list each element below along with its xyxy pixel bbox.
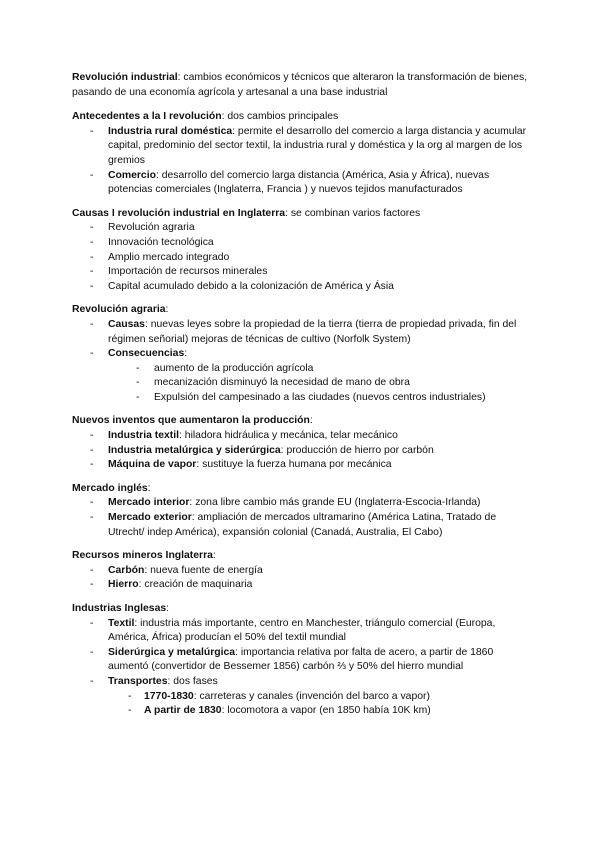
section-agraria [72,303,532,405]
intro-term: Revolución industrial [72,72,178,83]
section-industrias [72,602,532,719]
sub-list-item: - A partir de 1830: locomotora a vapor (en 1850 había 10K km) [72,704,532,719]
section-recursos [72,549,532,593]
list-item: - Comercio: desarrollo del comercio larga distancia (América, Asia y África), nuevas potencias comerciales (Inglaterra, Francia ) y nuevos tejidos manufacturados [72,169,532,198]
heading-agraria: Revolución agraria: [72,304,169,316]
list-item: - Máquina de vapor: sustituye la fuerza humana por mecánica [72,458,532,473]
list-item: - Capital acumulado debido a la colonización de América y Ásia [72,280,532,295]
section-causas [72,207,532,295]
section-inventos [72,414,532,472]
heading-industrias: Industrias Inglesas: [72,603,170,614]
list-item: - Consecuencias: - aumento de la producción agrícola - mecanización disminuyó la necesidad de mano de obra - Expulsión del campesinado a las ciudades (nuevos centros industriales) [72,347,532,405]
list-item: - Mercado exterior: ampliación de mercados ultramarino (América Latina, Tratado de Utrecht/ indep América), expansión colonial (Canadá, Australia, El Cabo) [72,511,532,540]
heading-inventos: Nuevos inventos que aumentaron la producción: [72,415,313,427]
section-antecedentes [72,110,532,198]
list-item: - Industria rural doméstica: permite el desarrollo del comercio a larga distancia y acumular capital, predominio del sector textil, la industria rural y doméstica y la org al margen de los gremios [72,125,532,169]
list-item: - Importación de recursos minerales [72,265,532,280]
heading-antecedentes: Antecedentes a la I revolución: dos cambios principales [72,111,339,123]
list-item: - Revolución agraria [72,221,532,236]
list-item: - Transportes: dos fases - 1770-1830: carreteras y canales (invención del barco a vapor) - A partir de 1830: locomotora a vapor (en 1850 había 10K km) [72,675,532,719]
list-item: - Causas: nuevas leyes sobre la propiedad de la tierra (tierra de propiedad privada, fin del régimen señorial) mejoras de técnicas de cultivo (Norfolk System) [72,318,532,347]
list-item: - Innovación tecnológica [72,236,532,251]
intro-paragraph [72,71,532,100]
list-item: - Mercado interior: zona libre cambio más grande EU (Inglaterra-Escocia-Irlanda) [72,496,532,511]
list-item: - Carbón: nueva fuente de energía [72,564,532,579]
list-item: - Amplio mercado integrado [72,251,532,266]
list-item: - Textil: industria más importante, centro en Manchester, triángulo comercial (Europa, América, África) producían el 50% del textil mundial [72,617,532,646]
document-page [72,71,532,728]
sub-list-item: - Expulsión del campesinado a las ciudades (nuevos centros industriales) [72,391,532,406]
list-item: - Industria metalúrgica y siderúrgica: producción de hierro por carbón [72,444,532,459]
list-item: - Hierro: creación de maquinaria [72,578,532,593]
heading-mercado: Mercado inglés: [72,482,151,494]
list-item: - Industria textil: hiladora hidráulica y mecánica, telar mecánico [72,429,532,444]
heading-recursos: Recursos mineros Inglaterra: [72,550,216,562]
section-mercado [72,482,532,540]
intro-text: : cambios económicos y técnicos que alteraron la transformación de bienes, pasando de una economía agrícola y artesanal a una base industrial [72,72,528,98]
sub-list-item: - 1770-1830: carreteras y canales (invención del barco a vapor) [72,690,532,705]
sub-list-item: - mecanización disminuyó la necesidad de mano de obra [72,376,532,391]
heading-causas: Causas I revolución industrial en Inglaterra: se combinan varios factores [72,207,421,219]
list-item: - Siderúrgica y metalúrgica: importancia relativa por falta de acero, a partir de 1860 aumentó (convertidor de Bessemer 1856) carbón ⅔ y 50% del hierro mundial [72,646,532,675]
sub-list-item: - aumento de la producción agrícola [72,362,532,377]
